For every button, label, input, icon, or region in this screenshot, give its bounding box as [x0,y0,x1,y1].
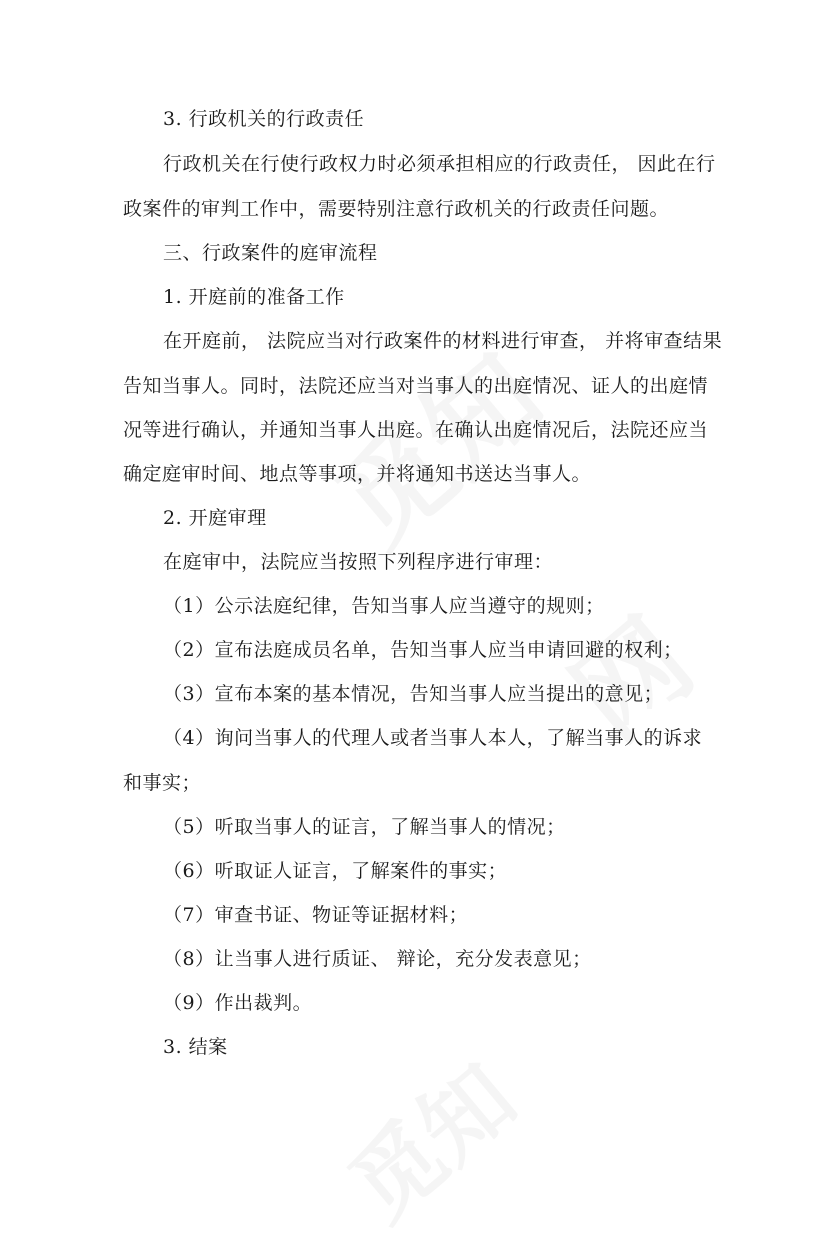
section-heading-trial-process: 三、行政案件的庭审流程 [163,242,378,264]
paragraph-line: 行政机关在行使行政权力时必须承担相应的行政责任， 因此在行 [163,153,716,175]
heading-court-hearing: 2. 开庭审理 [163,507,267,529]
heading-admin-responsibility: 3. 行政机关的行政责任 [163,108,365,130]
list-item: （2）宣布法庭成员名单，告知当事人应当申请回避的权利； [163,639,683,661]
list-item: （9）作出裁判。 [163,992,313,1014]
list-item: （4）询问当事人的代理人或者当事人本人，了解当事人的诉求 [163,727,703,749]
list-item: （5）听取当事人的证言，了解当事人的情况； [163,816,566,838]
list-item: （1）公示法庭纪律，告知当事人应当遵守的规则； [163,595,605,617]
heading-case-closure: 3. 结案 [163,1036,228,1058]
paragraph-line: 政案件的审判工作中，需要特别注意行政机关的行政责任问题。 [123,198,670,220]
list-item: （7）审查书证、物证等证据材料； [163,904,469,926]
list-item: （8）让当事人进行质证、 辩论，充分发表意见； [163,948,592,970]
paragraph-line: 告知当事人。同时，法院还应当对当事人的出庭情况、证人的出庭情 [123,375,709,397]
paragraph-line: 确定庭审时间、地点等事项，并将通知书送达当事人。 [123,463,592,485]
paragraph-line: 况等进行确认，并通知当事人出庭。在确认出庭情况后，法院还应当 [123,419,709,441]
paragraph-line: 在庭审中，法院应当按照下列程序进行审理： [163,551,554,573]
list-item-continuation: 和事实； [123,772,202,794]
list-item: （3）宣布本案的基本情况，告知当事人应当提出的意见； [163,683,664,705]
watermark-bottom [317,1003,563,1236]
heading-pretrial-prep: 1. 开庭前的准备工作 [163,286,345,308]
list-item: （6）听取证人证言，了解案件的事实； [163,860,508,882]
paragraph-line: 在开庭前， 法院应当对行政案件的材料进行审查， 并将审查结果 [163,330,723,352]
